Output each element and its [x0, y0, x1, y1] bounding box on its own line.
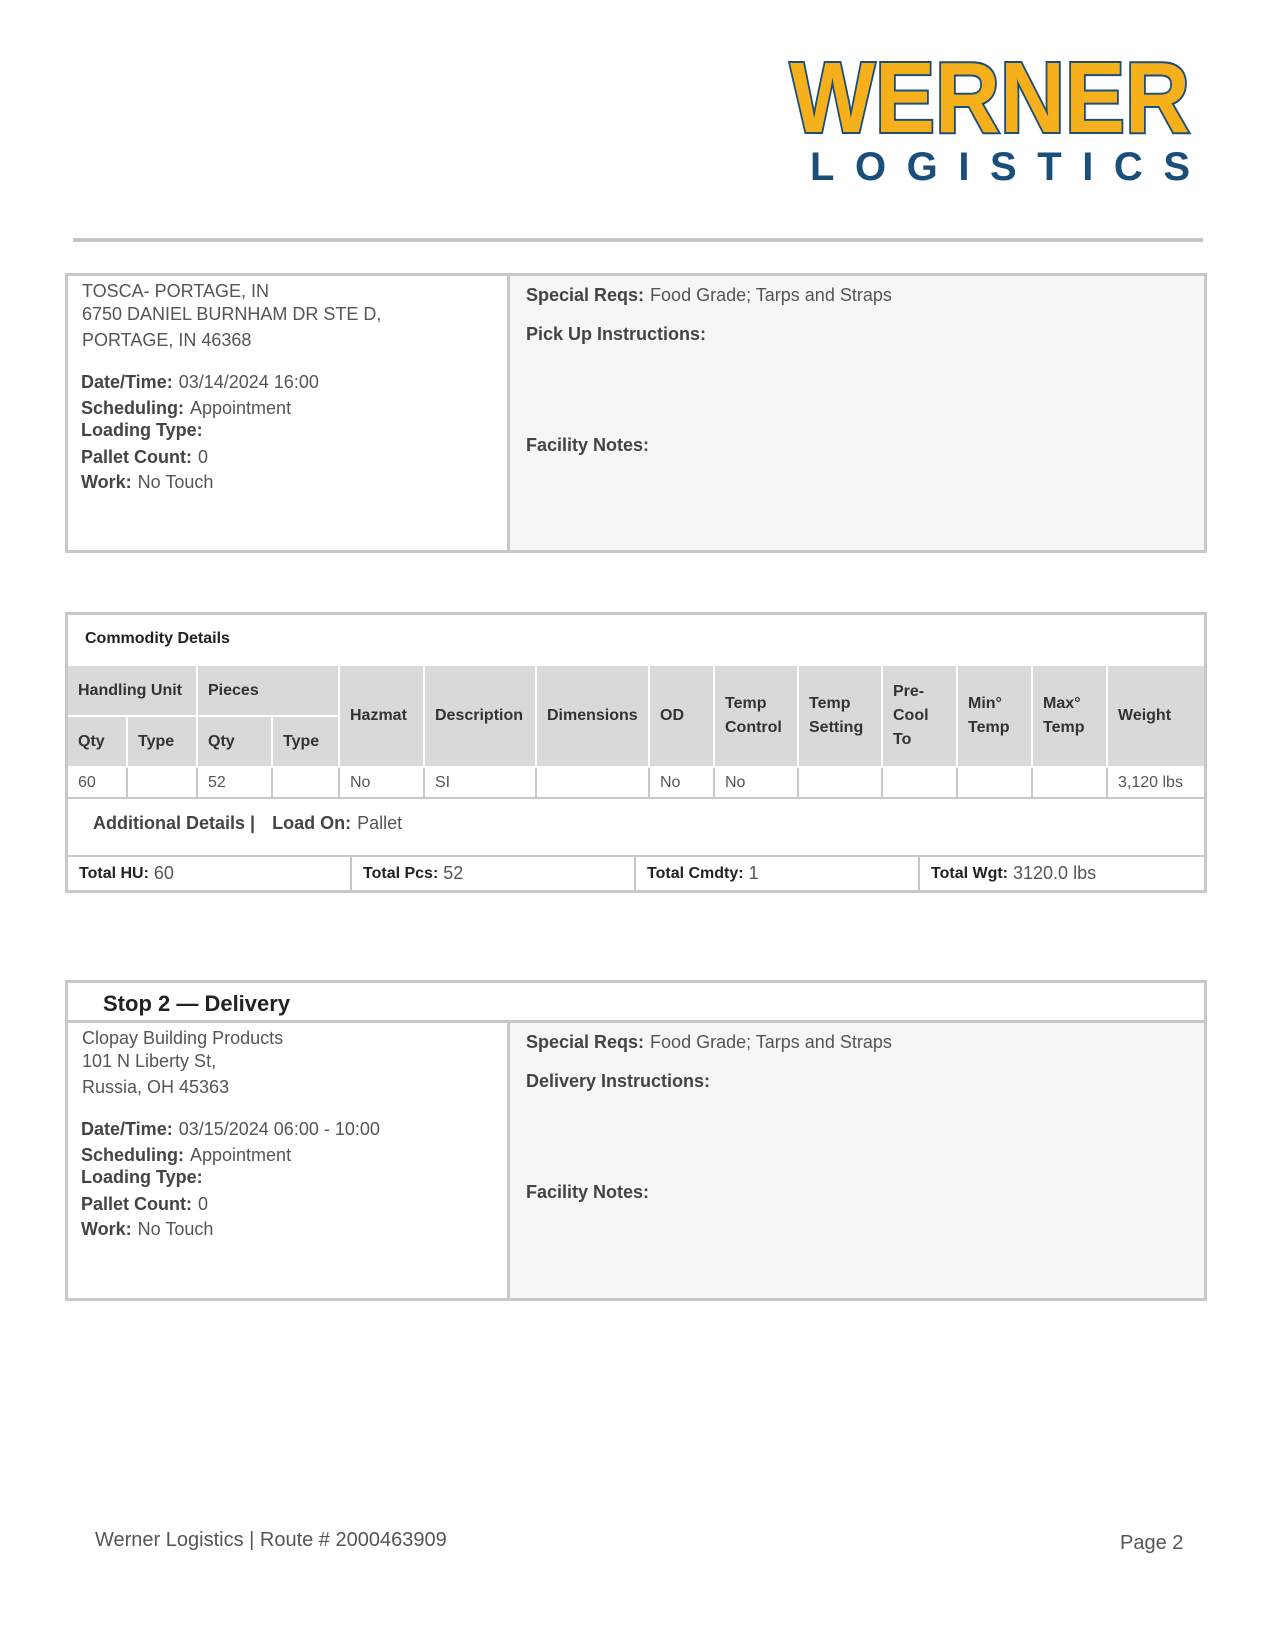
total-pcs: Total Pcs: 52 — [352, 857, 636, 890]
header-dimensions: Dimensions — [537, 666, 650, 768]
logo-werner-text: WERNER — [790, 42, 1190, 154]
stop-2-pallet-count: Pallet Count: 0 — [81, 1194, 209, 1214]
cell-temp-setting — [799, 768, 883, 797]
stop-1-loading-type: Loading Type: — [81, 420, 203, 440]
cell-description: SI — [425, 768, 537, 797]
stop-2-card — [65, 980, 1207, 1301]
header-max-temp: Max° Temp — [1033, 666, 1108, 768]
header-min-temp: Min° Temp — [958, 666, 1033, 768]
cell-hazmat: No — [340, 768, 425, 797]
stop-2-special-reqs: Special Reqs: Food Grade; Tarps and Straps — [526, 1032, 892, 1052]
cell-temp-control: No — [715, 768, 799, 797]
total-wgt: Total Wgt: 3120.0 lbs — [931, 863, 1097, 883]
header-hu-qty: Qty — [68, 717, 128, 768]
header-temp-setting: Temp Setting — [799, 666, 883, 768]
stop-2-loading-type: Loading Type: — [81, 1167, 203, 1187]
header-weight: Weight — [1108, 666, 1204, 768]
stop-1-datetime: Date/Time: 03/14/2024 16:00 — [81, 372, 319, 392]
stop-2-details — [68, 1023, 510, 1298]
stop-2-address-line-2: 101 N Liberty St, — [82, 1051, 217, 1071]
cell-pre-cool — [883, 768, 958, 797]
header-handling-unit: Handling Unit — [68, 666, 198, 717]
stop-1-work: Work: No Touch — [81, 472, 214, 492]
logo-logistics-text: LOGISTICS — [810, 145, 1190, 189]
header-pcs-qty: Qty — [198, 717, 273, 768]
stop-2-requirements — [510, 1023, 1204, 1298]
stop-2-title: Stop 2 — Delivery — [103, 991, 291, 1016]
stop-2-scheduling: Scheduling: Appointment — [81, 1145, 292, 1165]
total-cmdty: Total Cmdty: 1 — [636, 857, 920, 890]
header-pre-cool-to: Pre- Cool To — [883, 666, 958, 768]
header-pcs-type: Type — [273, 717, 340, 768]
stop-1-facility-notes: Facility Notes: — [526, 435, 650, 455]
cell-od: No — [650, 768, 715, 797]
stop-2-delivery-instructions: Delivery Instructions: — [526, 1071, 711, 1091]
stop-1-scheduling: Scheduling: Appointment — [81, 398, 292, 418]
commodity-title: Commodity Details — [85, 630, 230, 647]
stop-2-address-line-1: Clopay Building Products — [82, 1028, 284, 1048]
stop-1-card — [65, 273, 1207, 553]
total-hu: Total HU: 60 — [68, 857, 352, 890]
header-hazmat: Hazmat — [340, 666, 425, 768]
footer-page-number: Page 2 — [1120, 1532, 1184, 1554]
commodity-details-table — [65, 612, 1207, 893]
cell-hu-qty: 60 — [68, 768, 128, 797]
stop-1-details — [68, 276, 510, 550]
header-pieces: Pieces — [198, 666, 340, 717]
cell-weight: 3,120 lbs — [1118, 773, 1183, 791]
stop-2-datetime: Date/Time: 03/15/2024 06:00 - 10:00 — [81, 1119, 380, 1139]
stop-2-address-line-3: Russia, OH 45363 — [82, 1077, 230, 1097]
header-description: Description — [425, 666, 537, 768]
stop-2-facility-notes: Facility Notes: — [526, 1182, 650, 1202]
stop-1-pallet-count: Pallet Count: 0 — [81, 447, 209, 467]
header-od: OD — [650, 666, 715, 768]
cell-max-temp — [1033, 768, 1108, 797]
additional-details: Additional Details | Load On: Pallet — [93, 813, 403, 833]
stop-2-header — [68, 983, 1204, 1023]
stop-2-work: Work: No Touch — [81, 1219, 214, 1239]
stop-1-address-line-3: PORTAGE, IN 46368 — [82, 330, 252, 350]
stop-1-address-line-1: TOSCA- PORTAGE, IN — [82, 281, 270, 301]
cell-hu-type — [128, 768, 198, 797]
stop-2-body — [68, 1023, 1204, 1298]
cell-pcs-qty: 52 — [198, 768, 273, 797]
header-hu-type: Type — [128, 717, 198, 768]
stop-1-special-reqs: Special Reqs: Food Grade; Tarps and Straps — [526, 285, 892, 305]
stop-1-requirements — [510, 276, 1204, 550]
header-temp-control: Temp Control — [715, 666, 799, 768]
stop-1-pickup-instructions: Pick Up Instructions: — [526, 324, 707, 344]
cell-pcs-type — [273, 768, 340, 797]
stop-1-address-line-2: 6750 DANIEL BURNHAM DR STE D, — [82, 304, 382, 324]
cell-dimensions — [537, 768, 650, 797]
header-divider — [73, 238, 1203, 242]
cell-min-temp — [958, 768, 1033, 797]
werner-logistics-logo — [785, 40, 1195, 190]
footer-route: Werner Logistics | Route # 2000463909 — [95, 1529, 447, 1551]
